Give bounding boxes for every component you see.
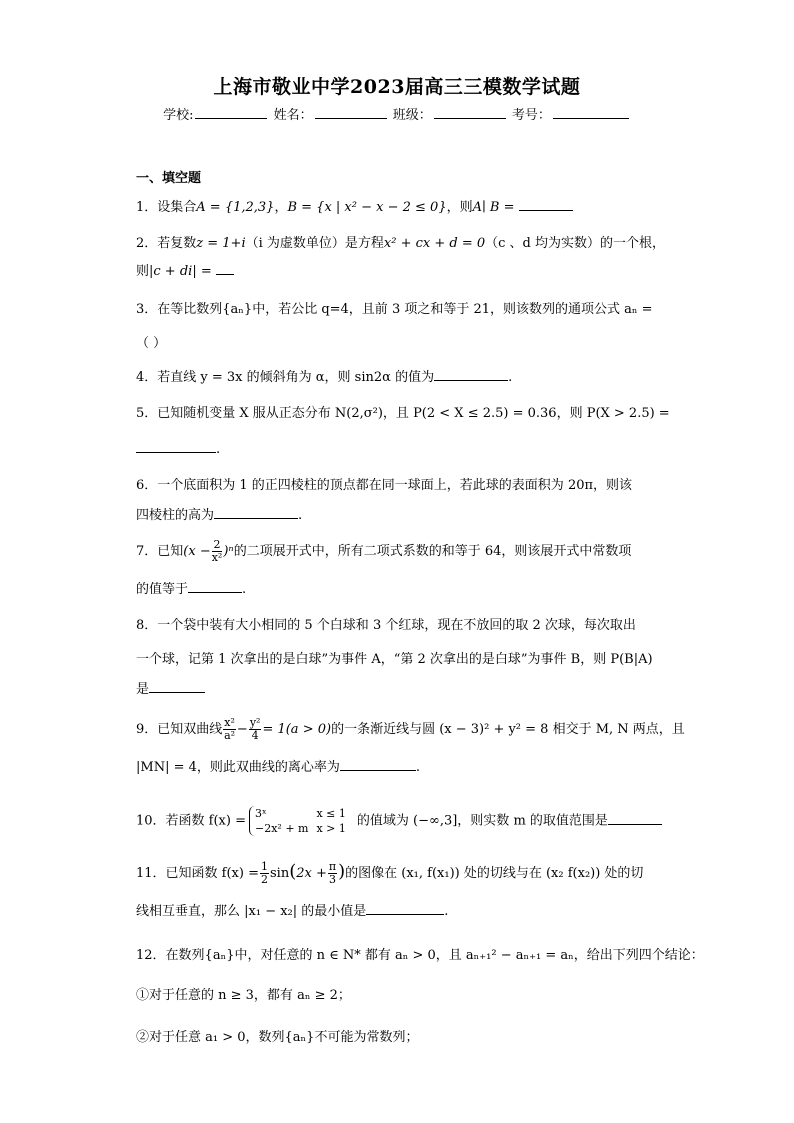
question-12-conclusion-1: ①对于任意的 n ≥ 3，都有 aₙ ≥ 2； — [136, 988, 351, 1003]
fraction-2-over-x2: $\frac{2}{\text{x²}}$ — [211, 538, 223, 564]
question-6: 6．一个底面积为 1 的正四棱柱的顶点都在同一球面上，若此球的表面积为 20π，则该 — [136, 478, 633, 493]
answer-blank-11[interactable] — [366, 900, 444, 915]
id-blank[interactable] — [553, 118, 629, 119]
question-7: 7．已知(x − $\frac{2}{\text{x²}}$ )ⁿ的二项展开式中，所有二项式系数的和等于 64，则该展开式中常数项 — [136, 538, 632, 564]
answer-blank-5[interactable] — [136, 438, 216, 453]
student-info-row — [0, 104, 794, 123]
question-8: 8．一个袋中装有大小相同的 5 个白球和 3 个红球，现在不放回的取 2 次球，每次取出 — [136, 618, 636, 633]
answer-blank-9[interactable] — [340, 756, 416, 771]
name-label: 姓名： — [273, 108, 313, 123]
school-blank[interactable] — [195, 118, 267, 119]
section-heading: 一、填空题 — [136, 171, 202, 186]
question-8-line-3: 是 — [136, 676, 666, 704]
question-9-line-2: |MN| = 4，则此双曲线的离心率为 . — [136, 754, 666, 782]
answer-blank-4[interactable] — [434, 366, 508, 381]
question-3: 3．在等比数列{aₙ}中，若公比 q=4，且前 3 项之和等于 21，则该数列的通项公式 aₙ = — [136, 302, 653, 317]
question-10: 10．若函数 f(x) = 3ˣ x ≤ 1 −2x² + m x > 1 的值域为 (−∞,3]，则实数 m 的取值范围是 — [136, 806, 666, 836]
name-blank[interactable] — [315, 118, 387, 119]
question-9: 9．已知双曲线 $\frac{\text{x²}}{\text{a²}}$ − $\frac{\text{y²}}{4}$ = 1(a > 0)的一条渐近线与圆 (x − 3)² + y² = 8 相交于 M, N 两点，且 — [136, 716, 685, 742]
question-5-line-2: . — [136, 436, 666, 464]
question-11-line-2: 线相互垂直，那么 |x₁ − x₂| 的最小值是 . — [136, 898, 666, 926]
question-3-line-2: （ ） — [136, 336, 167, 351]
question-11: 11．已知函数 f(x) = $\frac{1}{2}$ sin(2x + $\frac{\pi}{3}$ )的图像在 (x₁, f(x₁)) 处的切线与在 (x₂ f(x₂)) 处的切 — [136, 860, 644, 886]
school-label: 学校: — [163, 108, 194, 123]
fraction-y2-over-4: $\frac{\text{y²}}{4}$ — [249, 716, 261, 742]
question-12-conclusion-2: ②对于任意 a₁ > 0，数列{aₙ}不可能为常数列； — [136, 1030, 419, 1045]
piecewise-brace: 3ˣ x ≤ 1 −2x² + m x > 1 — [249, 806, 354, 836]
answer-blank-2[interactable] — [216, 260, 234, 275]
fraction-1-over-2: $\frac{1}{2}$ — [261, 860, 268, 886]
question-1: 1．设集合A = {1,2,3}，B = {x | x² − x − 2 ≤ 0}，则A∣ B = — [136, 194, 666, 222]
question-5: 5．已知随机变量 X 服从正态分布 N(2,σ²)，且 P(2 < X ≤ 2.5) = 0.36，则 P(X > 2.5) = — [136, 406, 670, 421]
answer-blank-1[interactable] — [519, 196, 573, 211]
answer-blank-8[interactable] — [149, 678, 205, 693]
fraction-pi-over-3: $\frac{\pi}{3}$ — [328, 860, 337, 886]
question-12: 12．在数列{aₙ}中，对任意的 n ∈ N* 都有 aₙ > 0，且 aₙ₊₁² − aₙ₊₁ = aₙ，给出下列四个结论： — [136, 948, 704, 963]
answer-blank-6[interactable] — [214, 504, 298, 519]
question-4: 4．若直线 y = 3x 的倾斜角为 α，则 sin2α 的值为 . — [136, 364, 666, 392]
id-label: 考号： — [511, 108, 551, 123]
answer-blank-10[interactable] — [608, 810, 662, 825]
class-blank[interactable] — [434, 118, 506, 119]
question-2: 2．若复数z = 1+i（i 为虚数单位）是方程x² + cx + d = 0（c 、d 均为实数）的一个根， — [136, 236, 666, 251]
question-6-line-2: 四棱柱的高为 . — [136, 502, 666, 530]
answer-blank-7[interactable] — [188, 578, 242, 593]
question-2-line-2: 则|c + di| = — [136, 258, 666, 286]
question-8-line-2: 一个球，记第 1 次拿出的是白球”为事件 A，“第 2 次拿出的是白球”为事件 B，则 P(B|A) — [136, 652, 653, 667]
fraction-x2-over-a2: $\frac{\text{x²}}{\text{a²}}$ — [224, 716, 236, 742]
exam-title: 上海市敬业中学2023届高三三模数学试题 — [213, 76, 581, 98]
question-7-line-2: 的值等于 . — [136, 576, 666, 604]
class-label: 班级： — [392, 108, 432, 123]
